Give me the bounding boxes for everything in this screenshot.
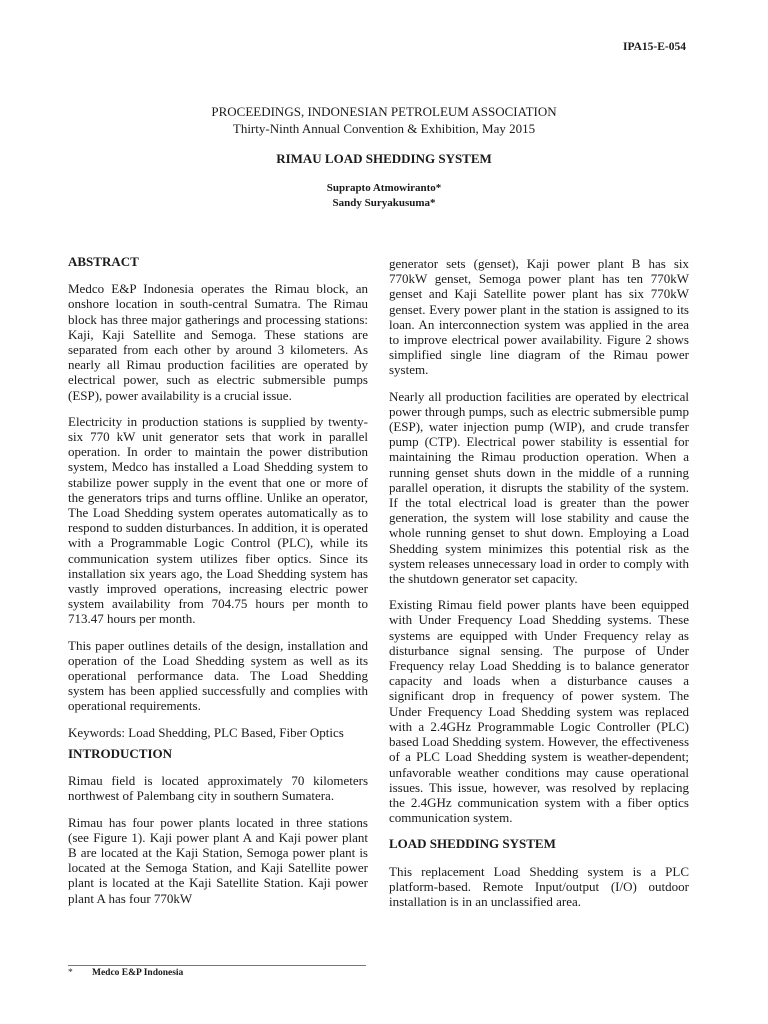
abstract-paragraph-2: Electricity in production stations is supplied by twenty-six 770 kW unit generator sets that work in parallel operation. In order to maintain the power distribution system, Medco has installed a Load Shedding system to stabilize power supply in the event that one or more of the generators trips and turns offline. Unlike an operator, The Load Shedding system operates automatically as to respond to sudden disturbances. In addition, it is operated with a Programmable Logic Control (PLC), while its communication system utilizes fiber optics. Since its installation six years ago, the Load Shedding system has vastly improved operations, increasing electric power system availability from 704.75 hours per month to 713.47 hours per month. [68,413,368,627]
abstract-paragraph-1: Medco E&P Indonesia operates the Rimau block, an onshore location in south-central Sumatra. The Rimau block has three major gatherings and processing stations: Kaji, Kaji Satellite and Semoga. These stations are separated from each other by around 3 kilometers. As nearly all Rimau production facilities are operated by electrical power, such as electric submersible pumps (ESP), power availability is a crucial issue. [68,281,368,403]
abstract-heading: ABSTRACT [68,254,139,269]
intro-paragraph-1: Rimau field is located approximately 70 kilometers northwest of Palembang city in southern Sumatera. [68,773,368,804]
introduction-heading: INTRODUCTION [68,745,173,761]
body-paragraph-3: Existing Rimau field power plants have been equipped with Under Frequency Load Shedding systems. These systems are equipped with Under Frequency relay as disturbance signal sensing. The purpose of Under Frequency relay Load Shedding is to balance generator capacity and loads when a disturbance causes a significant drop in frequency of power system. The Under Frequency Load Shedding system was replaced with a 2.4GHz Programmable Logic Controller (PLC) based Load Shedding system. However, the effectiveness of a PLC Load Shedding system is weather-dependent; unfavorable weather conditions may cause operational issues. This issue, however, was resolved by replacing the 2.4GHz communication system with a fiber optics communication system. [389,597,689,826]
proceedings-line: PROCEEDINGS, INDONESIAN PETROLEUM ASSOCIATION [211,104,557,119]
footnote [68,968,183,978]
footnote-divider [68,965,366,966]
load-shedding-heading: LOAD SHEDDING SYSTEM [389,836,556,852]
author-1: Suprapto Atmowiranto* [326,182,442,194]
load-shedding-paragraph: This replacement Load Shedding system is a PLC platform-based. Remote Input/output (I/O) outdoor installation is in an unclassified area. [389,863,689,909]
footnote-text: Medco E&P Indonesia [92,968,184,978]
body-paragraph-1: generator sets (genset), Kaji power plant B has six 770kW genset, Semoga power plant has ten 770kW genset and Kaji Satellite power plant has six 770kW genset. Every power plant in the station is assigned to its loan. An interconnection system was applied in the area to improve electrical power availability. Figure 2 shows simplified single line diagram of the Rimau power system. [389,256,689,378]
footnote-marker: * [68,968,73,978]
abstract-paragraph-3: This paper outlines details of the design, installation and operation of the Load Shedding system as well as its operational performance data. The Load Shedding system has been applied successfully and complies with operational requirements. [68,637,368,714]
convention-line: Thirty-Ninth Annual Convention & Exhibition, May 2015 [232,121,536,136]
paper-title: RIMAU LOAD SHEDDING SYSTEM [276,151,492,166]
author-2: Sandy Suryakusuma* [332,197,436,209]
paper-id: IPA15-E-054 [622,41,686,53]
body-paragraph-2: Nearly all production facilities are operated by electrical power through pumps, such as electric submersible pump (ESP), water injection pump (WIP), and crude transfer pump (CTP). Electrical power stability is essential for maintaining the Rimau production operation. When a running genset shuts down in the middle of a running parallel operation, it disrupts the stability of the system. If the total electrical load is greater than the power generation, the system will lose stability and cause the whole running genset to shut down. Employing a Load Shedding system minimizes this potential risk as the system releases unnecessary load in order to comply with the shutdown generator set capacity. [389,388,689,587]
intro-paragraph-2: Rimau has four power plants located in three stations (see Figure 1). Kaji power plant A and Kaji power plant B are located at the Kaji Station, Semoga power plant is located at the Semoga Station, and Kaji Satellite power plant is located at the Kaji Satellite Station. Kaji power plant A has four 770kW [68,814,368,906]
right-column [389,256,689,920]
left-column [68,254,368,917]
keywords: Keywords: Load Shedding, PLC Based, Fiber Optics [68,724,344,740]
